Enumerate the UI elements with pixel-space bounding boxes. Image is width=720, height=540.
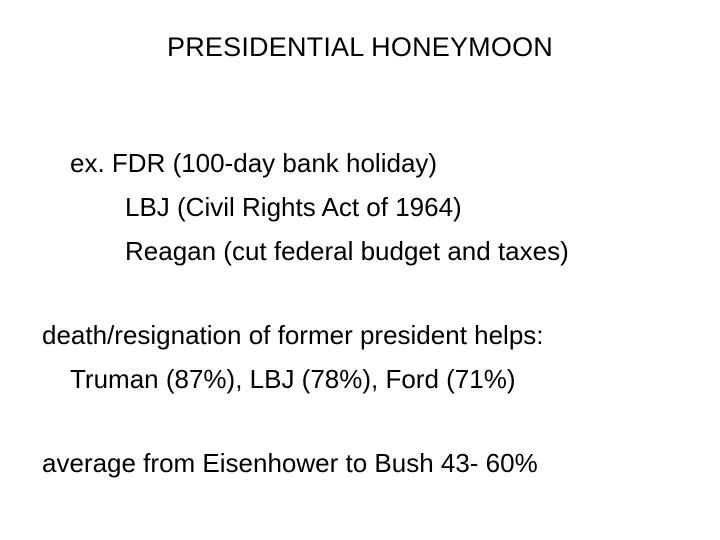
average-approval: average from Eisenhower to Bush 43- 60%	[42, 448, 538, 478]
death-resignation-heading: death/resignation of former president helps:	[42, 320, 544, 350]
death-resignation-values: Truman (87%), LBJ (78%), Ford (71%)	[70, 364, 516, 394]
slide-title: PRESIDENTIAL HONEYMOON	[167, 32, 553, 62]
example-fdr: ex. FDR (100-day bank holiday)	[70, 148, 438, 178]
example-lbj: LBJ (Civil Rights Act of 1964)	[125, 192, 462, 222]
example-reagan: Reagan (cut federal budget and taxes)	[125, 236, 569, 266]
